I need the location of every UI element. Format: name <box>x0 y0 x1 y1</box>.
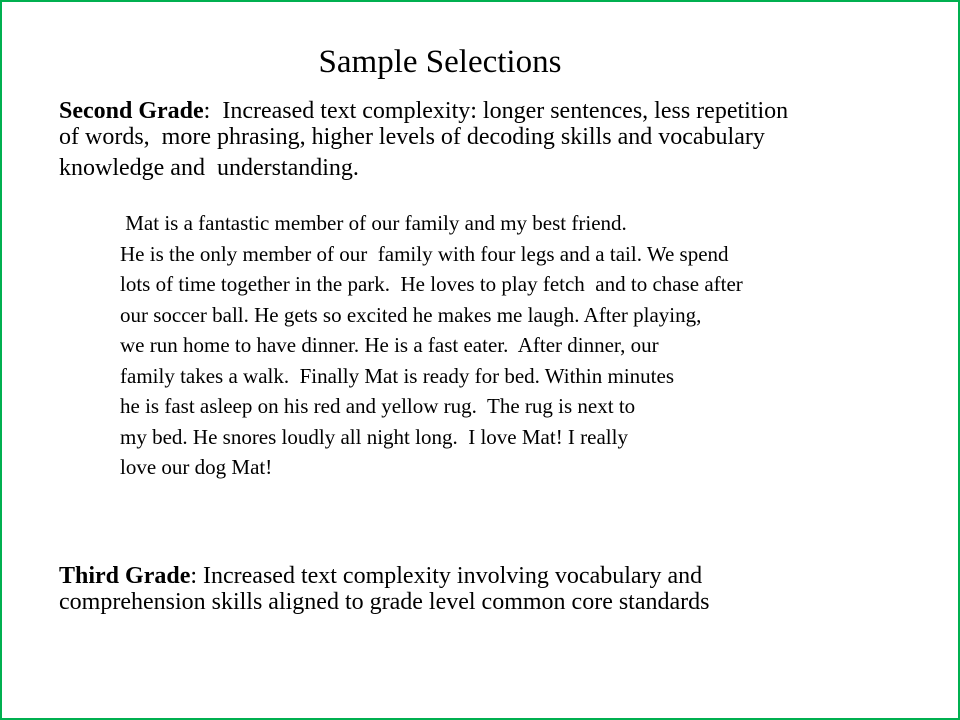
passage-line: Mat is a fantastic member of our family and my best friend. <box>120 211 627 235</box>
passage-line: my bed. He snores loudly all night long. I love Mat! I really <box>120 425 628 449</box>
slide-title: Sample Selections <box>318 44 562 80</box>
passage-line: lots of time together in the park. He loves to play fetch and to chase after <box>120 272 743 296</box>
second-grade-line-1 <box>59 98 788 125</box>
passage-line: He is the only member of our family with four legs and a tail. We spend <box>120 242 729 266</box>
passage-line: we run home to have dinner. He is a fast eater. After dinner, our <box>120 333 659 357</box>
third-grade-line-2: comprehension skills aligned to grade level common core standards <box>59 589 710 615</box>
third-grade-line-1 <box>59 563 702 590</box>
third-grade-text: : Increased text complexity involving vocabulary and <box>190 563 703 589</box>
passage-line: love our dog Mat! <box>120 455 273 479</box>
passage-line: our soccer ball. He gets so excited he makes me laugh. After playing, <box>120 303 702 327</box>
second-grade-line-2: of words, more phrasing, higher levels of decoding skills and vocabulary <box>59 124 765 150</box>
second-grade-label: Second Grade <box>59 98 204 124</box>
passage-line: family takes a walk. Finally Mat is ready for bed. Within minutes <box>120 364 674 388</box>
passage-line: he is fast asleep on his red and yellow rug. The rug is next to <box>120 394 636 418</box>
second-grade-line-3: knowledge and understanding. <box>59 155 359 181</box>
second-grade-text: : Increased text complexity: longer sentences, less repetition <box>203 98 789 124</box>
third-grade-label: Third Grade <box>59 563 191 589</box>
